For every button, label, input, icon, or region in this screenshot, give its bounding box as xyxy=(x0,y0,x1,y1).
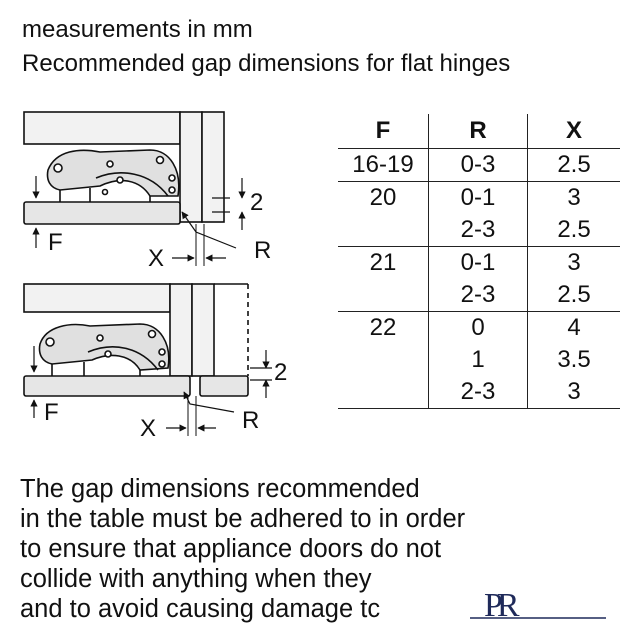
cell-x: 2.5 xyxy=(528,214,621,247)
gap-label-lower: 2 xyxy=(274,359,288,386)
adjacent-door xyxy=(200,376,248,396)
cell-r: 2-3 xyxy=(429,279,528,312)
brand-logo xyxy=(470,584,610,624)
header-f: F xyxy=(338,114,429,149)
header-units: measurements in mm xyxy=(22,16,253,43)
footer-line: collide with anything when they xyxy=(20,565,372,593)
cell-r: 0-1 xyxy=(429,182,528,215)
f-label-lower: F xyxy=(44,399,59,426)
table-row xyxy=(338,312,620,345)
cell-f-empty xyxy=(338,214,429,247)
footer-line: The gap dimensions recommended xyxy=(20,475,420,503)
cell-f-empty xyxy=(338,376,429,409)
table-row xyxy=(338,214,620,247)
gap-label-upper: 2 xyxy=(250,189,264,216)
table-row xyxy=(338,344,620,376)
side-wall xyxy=(170,284,192,376)
x-label-lower: X xyxy=(140,415,157,442)
hinge-pivot xyxy=(46,338,54,346)
table-row xyxy=(338,247,620,280)
cell-x: 2.5 xyxy=(528,149,621,182)
footer-note xyxy=(20,474,465,624)
hinge-pivot xyxy=(54,164,62,172)
cell-x: 3 xyxy=(528,247,621,280)
door-panel xyxy=(202,112,224,222)
cell-f: 20 xyxy=(369,184,397,211)
header-title: Recommended gap dimensions for flat hinges xyxy=(22,50,511,77)
cell-x: 3 xyxy=(528,376,621,409)
table-row xyxy=(338,149,620,182)
footer-line: in the table must be adhered to in order xyxy=(20,505,466,533)
cell-f-empty xyxy=(338,279,429,312)
cell-x: 3.5 xyxy=(528,344,621,376)
cell-r: 0 xyxy=(429,312,528,345)
header-x: X xyxy=(528,114,621,149)
f-label-upper: F xyxy=(48,229,63,256)
r-label-lower: R xyxy=(242,407,260,434)
cell-r: 0-3 xyxy=(429,149,528,182)
cabinet-panel xyxy=(24,112,180,144)
table-row xyxy=(338,279,620,312)
table-row xyxy=(338,182,620,215)
lower-hinge-diagram xyxy=(24,284,272,436)
side-wall xyxy=(180,112,202,222)
header-r: R xyxy=(429,114,528,149)
x-label-upper: X xyxy=(148,245,165,272)
cell-r: 2-3 xyxy=(429,376,528,409)
cell-r: 2-3 xyxy=(429,214,528,247)
cell-f: 22 xyxy=(369,314,397,341)
cell-f: 21 xyxy=(369,249,397,276)
cell-f-empty xyxy=(338,344,429,376)
logo-text: PR xyxy=(484,587,514,624)
gap-dimension-table xyxy=(338,114,620,409)
cell-r: 0-1 xyxy=(429,247,528,280)
cell-x: 3 xyxy=(528,182,621,215)
cell-x: 2.5 xyxy=(528,279,621,312)
r-label-upper: R xyxy=(254,237,272,264)
cell-x: 4 xyxy=(528,312,621,345)
bottom-door xyxy=(24,376,190,396)
footer-line: to ensure that appliance doors do not xyxy=(20,535,442,563)
cell-f: 16-19 xyxy=(338,149,429,182)
cabinet-panel xyxy=(24,284,170,312)
footer-line: and to avoid causing damage tc xyxy=(20,595,381,623)
table-row xyxy=(338,376,620,409)
door-panel xyxy=(192,284,214,376)
bottom-door xyxy=(24,202,180,224)
cell-r: 1 xyxy=(429,344,528,376)
